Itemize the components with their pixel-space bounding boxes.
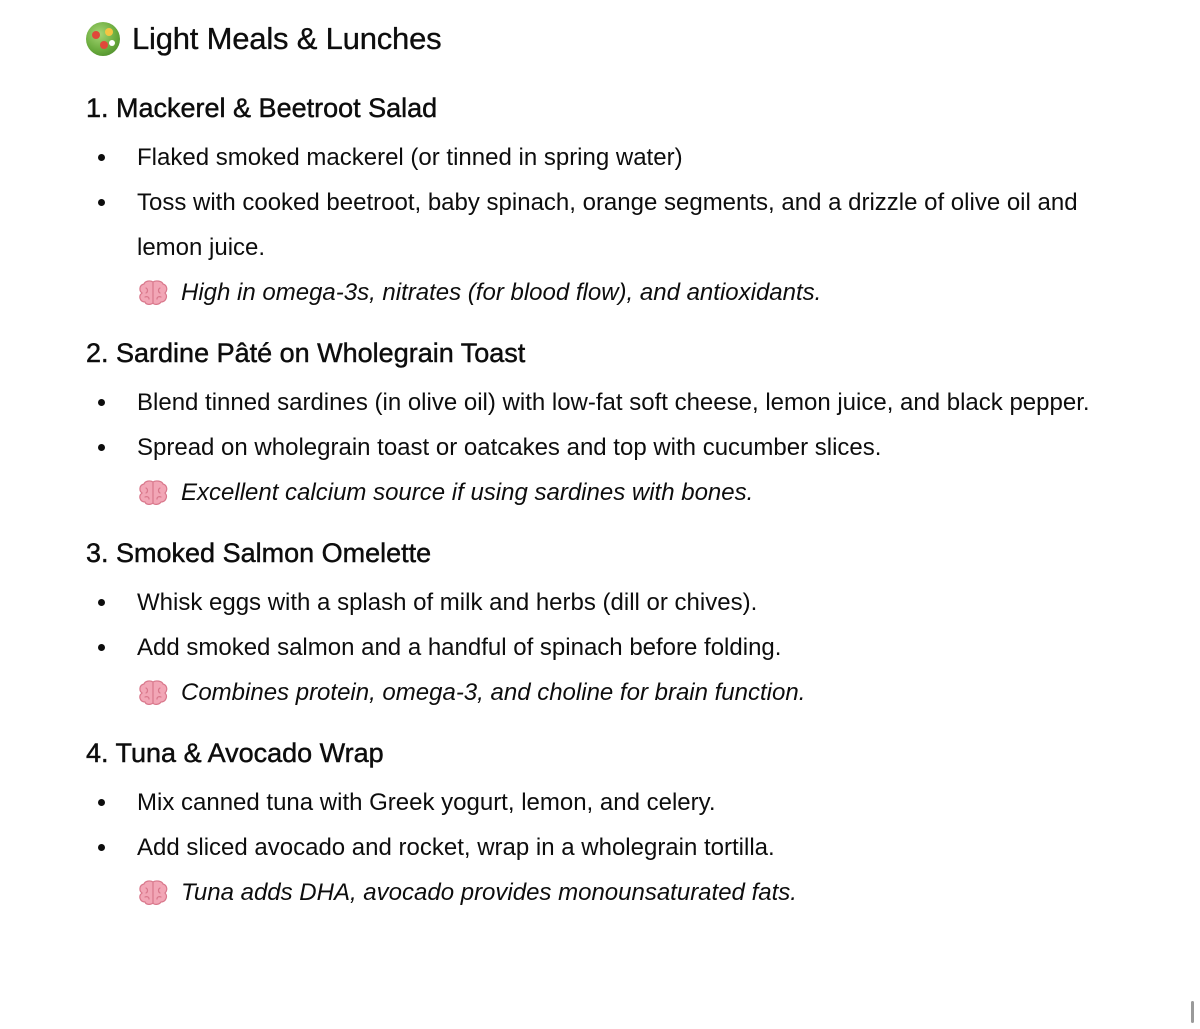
note-text: Tuna adds DHA, avocado provides monounsaturated fats. <box>181 878 797 906</box>
meal-title: 2. Sardine Pâté on Wholegrain Toast <box>86 338 526 368</box>
list-item: Add smoked salmon and a handful of spinach before folding. <box>86 625 1146 670</box>
brain-icon <box>137 880 169 906</box>
meal-item <box>86 335 1146 515</box>
meal-item <box>86 535 1146 715</box>
meal-note <box>86 870 1146 915</box>
meal-steps <box>86 380 1146 470</box>
note-text: Excellent calcium source if using sardines with bones. <box>181 478 754 506</box>
scrollbar-thumb[interactable] <box>1191 1001 1194 1023</box>
meal-steps <box>86 580 1146 670</box>
message-content <box>86 18 1146 935</box>
brain-icon <box>137 480 169 506</box>
meal-steps <box>86 135 1146 270</box>
meal-item <box>86 90 1146 315</box>
list-item: Toss with cooked beetroot, baby spinach, orange segments, and a drizzle of olive oil and lemon juice. <box>86 180 1146 270</box>
meal-title: 4. Tuna & Avocado Wrap <box>86 738 384 768</box>
brain-icon <box>137 280 169 306</box>
note-text: Combines protein, omega-3, and choline for brain function. <box>181 678 806 706</box>
meal-note <box>86 470 1146 515</box>
list-item: Mix canned tuna with Greek yogurt, lemon, and celery. <box>86 780 1146 825</box>
list-item: Add sliced avocado and rocket, wrap in a wholegrain tortilla. <box>86 825 1146 870</box>
meal-item <box>86 735 1146 915</box>
list-item: Whisk eggs with a splash of milk and herbs (dill or chives). <box>86 580 1146 625</box>
salad-icon <box>86 22 120 56</box>
meal-steps <box>86 780 1146 870</box>
note-text: High in omega-3s, nitrates (for blood flow), and antioxidants. <box>181 278 822 306</box>
section-title: Light Meals & Lunches <box>132 21 442 56</box>
meal-title: 3. Smoked Salmon Omelette <box>86 538 432 568</box>
brain-icon <box>137 680 169 706</box>
list-item: Blend tinned sardines (in olive oil) with low-fat soft cheese, lemon juice, and black pepper. <box>86 380 1146 425</box>
meal-note <box>86 670 1146 715</box>
meal-title: 1. Mackerel & Beetroot Salad <box>86 93 438 123</box>
section-heading <box>86 18 1146 60</box>
list-item: Flaked smoked mackerel (or tinned in spring water) <box>86 135 1146 180</box>
meal-note <box>86 270 1146 315</box>
list-item: Spread on wholegrain toast or oatcakes and top with cucumber slices. <box>86 425 1146 470</box>
